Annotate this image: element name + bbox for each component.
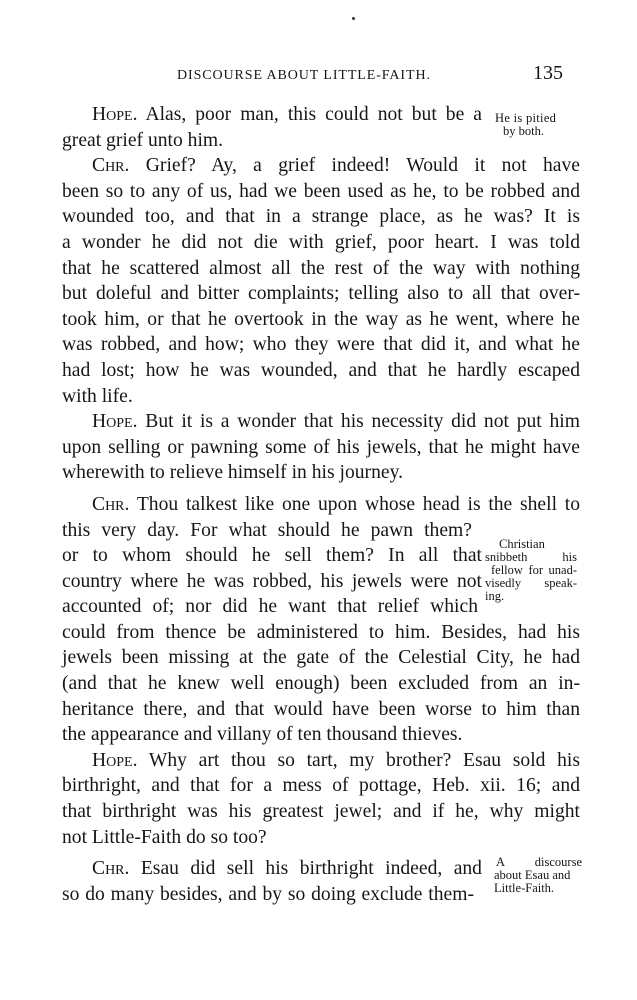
text-line: the appearance and villany of ten thousand thieves. <box>62 724 463 746</box>
running-head-title: DISCOURSE ABOUT LITTLE-FAITH. <box>177 68 431 83</box>
text-line: could from thence be administered to him. Besides, had his <box>62 621 580 643</box>
side-note-line: by both. <box>503 124 544 138</box>
side-note-line: He is pitied <box>495 111 557 125</box>
side-note-line: fellow for unad- <box>491 563 577 577</box>
text-line: Chr. Thou talkest like one upon whose head is the shell to <box>92 493 581 515</box>
page-number: 135 <box>533 62 563 84</box>
text-line: but doleful and bitter complaints; telling also to all that over- <box>62 283 580 305</box>
side-note-line: A discourse <box>496 855 582 869</box>
text-line: this very day. For what should he pawn them? <box>62 519 472 541</box>
side-note-line: ing. <box>485 589 505 603</box>
text-line: was robbed, and how; who they were that did it, and what he <box>62 334 580 356</box>
text-line: upon selling or pawning some of his jewels, that he might have <box>62 436 580 458</box>
paragraph <box>62 748 580 850</box>
text-line: had lost; how he was wounded, and that he hardly escaped <box>62 359 580 381</box>
text-line: Hope. Alas, poor man, this could not but be a <box>92 104 482 125</box>
ink-speck <box>352 17 355 20</box>
speaker-label: Chr. <box>92 155 130 177</box>
speaker-label: Chr. <box>92 493 130 515</box>
text-line: Hope. Why art thou so tart, my brother? Esau sold his <box>92 749 580 771</box>
text-line: jewels been missing at the gate of the Celestial City, he had <box>62 647 580 669</box>
text-line: or to whom should he sell them? In all that <box>62 545 482 567</box>
text-line: birthright, and that for a mess of pottage, Heb. xii. 16; and <box>62 775 580 797</box>
text-line: that he scattered almost all the rest of the way with nothing <box>62 257 580 279</box>
side-note-line: about Esau and <box>494 868 571 882</box>
text-line: with life. <box>62 385 133 407</box>
paragraph <box>62 409 580 486</box>
speaker-label: Chr. <box>92 858 130 880</box>
text-line: Chr. Grief? Ay, a grief indeed! Would it not have <box>92 155 580 177</box>
text-line: a wonder he did not die with grief, poor heart. I was told <box>62 231 580 253</box>
text-line: great grief unto him. <box>62 129 224 151</box>
paragraph <box>62 102 482 153</box>
speaker-label: Hope. <box>92 104 138 125</box>
side-note <box>495 112 595 138</box>
side-note-line: Christian <box>499 537 545 551</box>
text-line: country where he was robbed, his jewels were not <box>62 570 482 592</box>
text-line: heritance there, and that would have been worse to him than <box>62 698 580 720</box>
side-note <box>490 856 582 895</box>
text-line: Chr. Esau did sell his birthright indeed, and <box>92 858 482 880</box>
paragraph <box>62 856 482 907</box>
text-line: took him, or that he overtook in the way as he went, where he <box>62 308 580 330</box>
text-line: wounded too, and that in a strange place, as he was? It is <box>62 206 580 228</box>
text-line: so do many besides, and by so doing exclude them- <box>62 883 474 905</box>
text-line: wherewith to relieve himself in his journey. <box>62 462 403 484</box>
text-line: accounted of; nor did he want that relief which <box>62 596 478 618</box>
text-line: not Little-Faith do so too? <box>62 826 267 848</box>
side-note <box>485 538 577 603</box>
speaker-label: Hope. <box>92 411 138 433</box>
text-line: Hope. But it is a wonder that his necessity did not put him <box>92 411 580 433</box>
running-head <box>0 62 637 92</box>
text-line: been so to any of us, had we been used as he, to be robbed and <box>62 180 580 202</box>
text-line: (and that he knew well enough) been excluded from an in- <box>62 673 580 695</box>
side-note-line: visedly speak- <box>485 576 577 590</box>
speaker-label: Hope. <box>92 749 138 771</box>
text-line: that birthright was his greatest jewel; and if he, why might <box>62 801 580 823</box>
side-note-line: snibbeth his <box>485 550 577 564</box>
paragraph <box>62 153 580 409</box>
side-note-line: Little-Faith. <box>494 881 555 895</box>
